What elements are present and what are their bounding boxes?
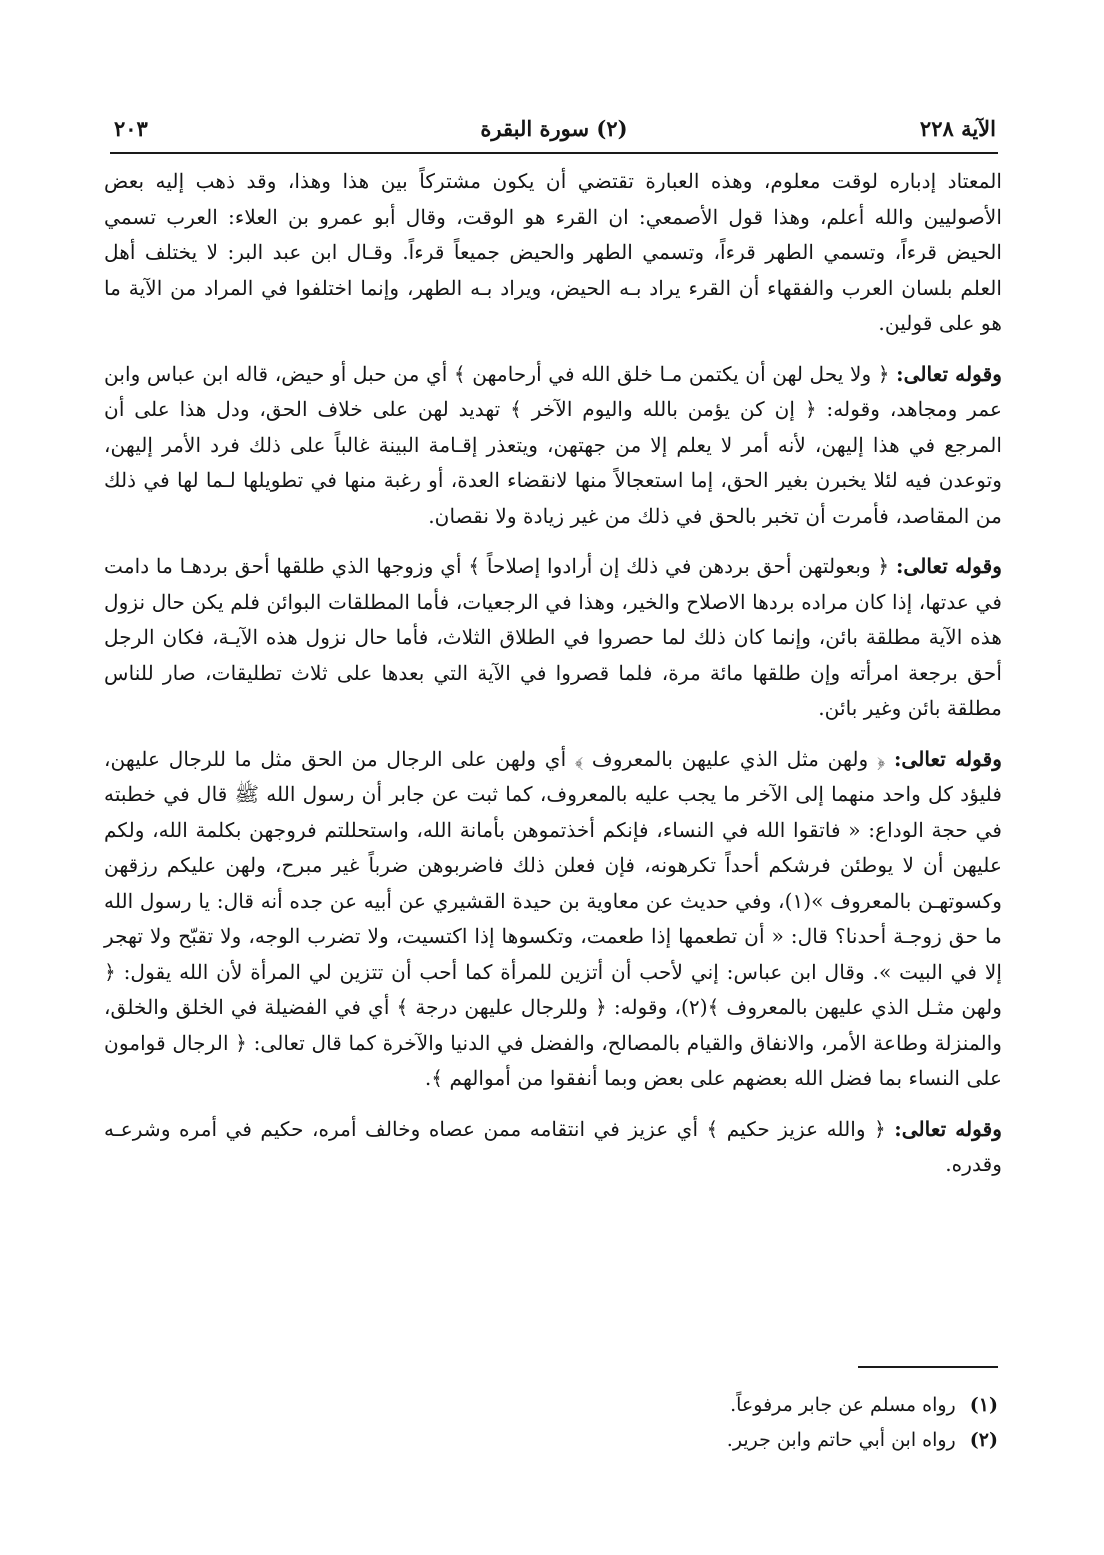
surah-title: (٢) سورة البقرة [480,116,628,141]
paragraph-lead: وقوله تعالى: [894,1116,1002,1141]
footnote-number: (٢) [969,1429,998,1451]
footnotes [298,1388,998,1458]
footnote-text: رواه ابن أبي حاتم وابن جرير. [726,1429,956,1451]
footnote [298,1423,998,1458]
paragraph [104,742,1002,1097]
main-text [104,164,1002,1198]
footnote-text: رواه مسلم عن جابر مرفوعاً. [730,1394,956,1416]
paragraph [104,549,1002,727]
paragraph [104,357,1002,535]
paragraph-lead: وقوله تعالى: [896,361,1002,386]
paragraph-text: ﴿ ولهن مثل الذي عليهن بالمعروف ﴾ أي ولهن على الرجال من الحق مثل ما للرجال عليهن، فليؤد كل واحد منهما إلى الآخر ما يجب عليه بالمعروف، كما ثبت عن جابر أن رسول الله ﷺ قال في خطبته في حجة الوداع: « فاتقوا الله في النساء، فإنكم أخذتموهن بأمانة الله، واستحللتم فروجهن بكلمة الله، ولكم عليهن أن لا يوطئن فرشكم أحداً تكرهونه، فإن فعلن ذلك فاضربوهن ضرباً غير مبرح، ولهن عليكم رزقهن وكسوتهـن بالمعروف »(١)، وفي حديث عن معاوية بن حيدة القشيري عن أبيه عن جده أنه قال: يا رسول الله ما حق زوجـة أحدنا؟ قال: « أن تطعمها إذا طعمت، وتكسوها إذا اكتسيت، ولا تضرب الوجه، ولا تقبّح ولا تهجر إلا في البيت ». وقال ابن عباس: إني لأحب أن أتزين للمرأة كما أحب أن تتزين لي المرأة لأن الله يقول: ﴿ ولهن مثـل الذي عليهن بالمعروف ﴾(٢)، وقوله: ﴿ وللرجال عليهن درجة ﴾ أي في الفضيلة في الخلق والخلق، والمنزلة وطاعة الأمر، والانفاق والقيام بالمصالح، والفضل في الدنيا والآخرة كما قال تعالى: ﴿ الرجال قوامون على النساء بما فضل الله بعضهم على بعض وبما أنفقوا من أموالهم ﴾. [104,746,1002,1090]
paragraph-text: المعتاد إدباره لوقت معلوم، وهذه العبارة تقتضي أن يكون مشتركاً بين هذا وهذا، وقد ذهب إليه بعض الأصوليين والله أعلم، وهذا قول الأصمعي: ان القرء هو الوقت، وقال أبو عمرو بن العلاء: العرب تسمي الحيض قرءاً، وتسمي الطهر قرءاً، وتسمي الطهر والحيض جميعاً قرءاً. وقـال ابن عبد البر: لا يختلف أهل العلم بلسان العرب والفقهاء أن القرء يراد بـه الحيض، ويراد بـه الطهر، وإنما اختلفوا في المراد من الآية ما هو على قولين. [104,169,1002,335]
paragraph-text: ﴿ ولا يحل لهن أن يكتمن مـا خلق الله في أرحامهن ﴾ أي من حبل أو حيض، قاله ابن عباس وابن عمر ومجاهد، وقوله: ﴿ إن كن يؤمن بالله واليوم الآخر ﴾ تهديد لهن على خلاف الحق، ودل هذا على أن المرجع في هذا إليهن، لأنه أمر لا يعلم إلا من جهتهن، ويتعذر إقـامة البينة غالباً على ذلك فرد الأمر إليهن، وتوعدن فيه لئلا يخبرن بغير الحق، إما استعجالاً منها لانقضاء العدة، أو رغبة منها في تطويلها لـما لها في ذلك من المقاصد، فأمرت أن تخبر بالحق في ذلك من غير زيادة ولا نقصان. [104,361,1002,528]
paragraph [104,164,1002,342]
footnote-number: (١) [969,1394,998,1416]
paragraph-lead: وقوله تعالى: [893,746,1002,771]
verse-number: الآية ٢٢٨ [919,116,996,141]
paragraph-text: ﴿ وبعولتهن أحق بردهن في ذلك إن أرادوا إصلاحاً ﴾ أي وزوجها الذي طلقها أحق بردهـا ما دامت في عدتها، إذا كان مراده بردها الاصلاح والخير، وهذا في الرجعيات، فأما المطلقات البوائن فلم يكن حال نزول هذه الآية مطلقة بائن، وإنما كان ذلك لما حصروا في الطلاق الثلاث، فأما حال نزول هذه الآيـة، فكان الرجل أحق برجعة امرأته وإن طلقها مائة مرة، فلما قصروا في الآية التي بعدها على ثلاث تطليقات، صار للناس مطلقة بائن وغير بائن. [104,554,1002,720]
footnote [298,1388,998,1423]
paragraph-lead: وقوله تعالى: [895,554,1002,578]
page-number: ٢٠٣ [114,116,148,141]
footnote-separator [858,1366,998,1368]
page-header [110,112,998,154]
paragraph-text: ﴿ والله عزيز حكيم ﴾ أي عزيز في انتقامه ممن عصاه وخالف أمره، حكيم في أمره وشرعـه وقدره. [104,1116,1002,1176]
paragraph [104,1112,1002,1183]
